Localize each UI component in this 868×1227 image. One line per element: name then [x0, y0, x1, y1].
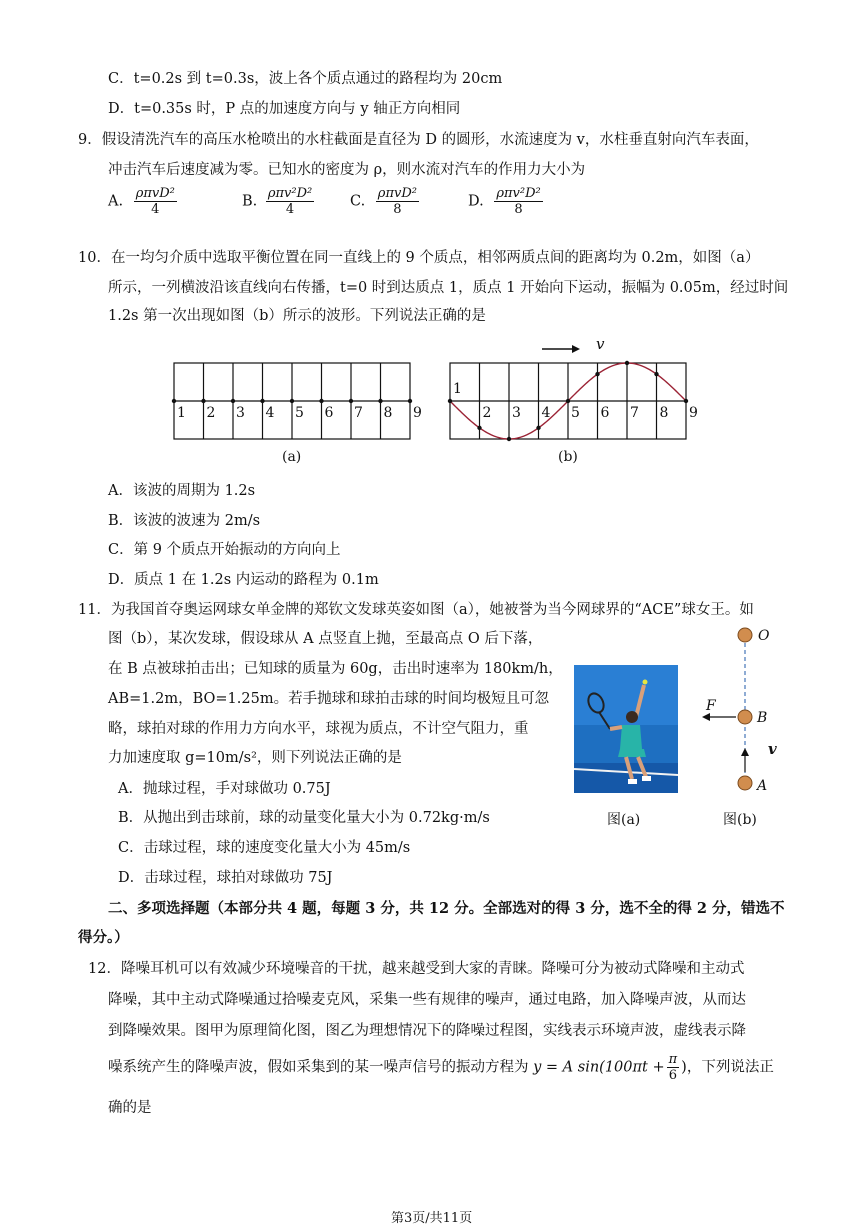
- q10-option-a: A．该波的周期为 1.2s: [108, 483, 256, 499]
- q11-stem-line2: 图（b），某次发球，假设球从 A 点竖直上抛，至最高点 O 后下落，: [108, 631, 543, 647]
- velocity-arrow-head: [572, 345, 580, 353]
- q11-option-b: B．从抛出到击球前，球的动量变化量大小为 0.72kg·m/s: [118, 810, 490, 826]
- force-arrow-head: [702, 713, 710, 721]
- ball-at-b: [738, 710, 752, 724]
- fb-particle-dot: [536, 426, 540, 430]
- diagram-caption: 图(b): [723, 812, 757, 828]
- fb-point-label-1: 1: [453, 381, 462, 397]
- fa-particle-dot: [231, 399, 235, 403]
- q8-option-d: D．t=0.35s 时，P 点的加速度方向与 y 轴正方向相同: [108, 101, 461, 117]
- fa-point-label-8: 8: [383, 405, 393, 421]
- q9-option-b-num: ρπv²D²: [267, 186, 313, 201]
- q10-stem-line3: 1.2s 第一次出现如图（b）所示的波形。下列说法正确的是: [108, 308, 486, 324]
- q12-stem-line2: 降噪，其中主动式降噪通过拾噪麦克风，采集一些有规律的噪声，通过电路，加入降噪声波，从而达: [108, 992, 746, 1008]
- point-o-label: O: [758, 628, 770, 644]
- fb-particle-dot: [477, 426, 481, 430]
- q11-option-d: D．击球过程，球拍对球做功 75J: [118, 870, 333, 886]
- fb-point-label-6: 6: [600, 405, 610, 421]
- q9-option-d-num: ρπv²D²: [496, 186, 541, 201]
- q12-stem-line4: [108, 1052, 774, 1083]
- q10-option-b: B．该波的波速为 2m/s: [108, 513, 261, 529]
- q10-figure-a-caption: (a): [282, 449, 302, 465]
- fb-particle-dot: [654, 372, 658, 376]
- fb-particle-dot: [625, 361, 629, 365]
- q9-option-c-num: ρπvD²: [377, 186, 417, 201]
- fa-point-label-1: 1: [177, 405, 186, 421]
- force-label: F: [706, 698, 716, 714]
- q10-figure-b-caption: (b): [558, 449, 578, 465]
- q9-option-a-den: 4: [151, 202, 160, 217]
- q9-option-c-den: 8: [393, 202, 402, 217]
- fa-point-label-6: 6: [324, 405, 334, 421]
- fb-point-label-3: 3: [512, 405, 521, 421]
- photo-caption: 图(a): [607, 812, 641, 828]
- q9-option-d: [468, 186, 543, 217]
- q11-option-c: C．击球过程，球的速度变化量大小为 45m/s: [118, 840, 411, 856]
- q10-stem-line2: 所示，一列横波沿该直线向右传播，t=0 时到达质点 1，质点 1 开始向下运动，振幅为 0.05m，经过时间: [108, 280, 789, 296]
- fb-particle-dot: [595, 372, 599, 376]
- q9-option-b-den: 4: [285, 202, 295, 217]
- fb-particle-dot: [507, 437, 511, 441]
- q12-line4-text: 噪系统产生的降噪声波，假如采集到的某一噪声信号的振动方程为: [108, 1059, 529, 1076]
- q9-option-d-fraction: [494, 186, 542, 217]
- fa-point-label-4: 4: [265, 405, 275, 421]
- q11-stem-line1: 11．为我国首夺奥运网球女单金牌的郑钦文发球英姿如图（a），她被誉为当今网球界的“ACE”球女王。如: [78, 602, 754, 618]
- q12-equation-fraction: [667, 1052, 680, 1083]
- q11-stem-line3: 在 B 点被球拍击出；已知球的质量为 60g，击出时速率为 180km/h，: [108, 661, 563, 677]
- q9-stem-line2: 冲击汽车后速度减为零。已知水的密度为 ρ，则水流对汽车的作用力大小为: [108, 162, 586, 178]
- point-a-label: A: [757, 778, 768, 794]
- fa-particle-dot: [172, 399, 176, 403]
- fb-particle-dot: [684, 399, 688, 403]
- fb-point-label-8: 8: [659, 405, 669, 421]
- q12-line4-tail: )，下列说法正: [681, 1059, 774, 1076]
- fb-point-label-2: 2: [482, 405, 492, 421]
- fb-particle-dot: [448, 399, 452, 403]
- q9-option-c-fraction: [376, 186, 419, 217]
- q12-frac-num: π: [668, 1052, 678, 1067]
- fa-particle-dot: [290, 399, 294, 403]
- page-footer: 第3页/共11页: [391, 1211, 473, 1226]
- q12-stem-line1: 12．降噪耳机可以有效减少环境噪音的干扰，越来越受到大家的青睐。降噪可分为被动式降噪和主动式: [88, 961, 745, 977]
- ball-at-a: [738, 776, 752, 790]
- ball-trajectory-diagram: [700, 622, 795, 802]
- q9-option-b: [242, 186, 314, 217]
- fa-point-label-7: 7: [354, 405, 363, 421]
- fa-particle-dot: [319, 399, 323, 403]
- fa-point-label-2: 2: [206, 405, 216, 421]
- q10-option-d: D．质点 1 在 1.2s 内运动的路程为 0.1m: [108, 572, 379, 588]
- q9-option-c: [350, 186, 419, 217]
- fa-particle-dot: [378, 399, 382, 403]
- q12-frac-den: 6: [668, 1068, 678, 1083]
- point-b-label: B: [757, 710, 768, 726]
- fa-particle-dot: [260, 399, 264, 403]
- fa-particle-dot: [201, 399, 205, 403]
- section2-heading-line2: 得分。）: [78, 929, 129, 946]
- fb-point-label-5: 5: [571, 405, 580, 421]
- q10-option-c: C．第 9 个质点开始振动的方向向上: [108, 542, 341, 558]
- fb-point-label-9: 9: [689, 405, 698, 421]
- q10-figure-a: [170, 355, 430, 445]
- fa-particle-dot: [349, 399, 353, 403]
- q9-option-a-num: ρπvD²: [135, 186, 175, 201]
- fa-point-label-5: 5: [295, 405, 304, 421]
- tennis-player-photo: [574, 665, 678, 793]
- q9-option-d-den: 8: [514, 202, 523, 217]
- fb-point-label-4: 4: [541, 405, 551, 421]
- velocity-label: v: [596, 335, 605, 353]
- q10-stem-line1: 10．在一均匀介质中选取平衡位置在同一直线上的 9 个质点，相邻两质点间的距离均为 0.2m，如图（a）: [78, 250, 760, 266]
- q11-option-a: A．抛球过程，手对球做功 0.75J: [118, 781, 331, 797]
- q9-option-d-label: D.: [468, 193, 484, 210]
- q9-stem-line1: 9．假设清洗汽车的高压水枪喷出的水柱截面是直径为 D 的圆形，水流速度为 v，水柱垂直射向汽车表面，: [78, 132, 759, 148]
- q10-figure-b: [446, 335, 706, 445]
- q9-option-b-label: B.: [242, 193, 258, 210]
- ball-at-o: [738, 628, 752, 642]
- q12-stem-line5: 确的是: [108, 1100, 152, 1116]
- q12-stem-line3: 到降噪效果。图甲为原理简化图，图乙为理想情况下的降噪过程图，实线表示环境声波，虚线表示降: [108, 1023, 746, 1039]
- q11-stem-line6: 力加速度取 g=10m/s²，则下列说法正确的是: [108, 750, 402, 766]
- speed-label: v: [768, 740, 777, 758]
- fa-point-label-3: 3: [236, 405, 245, 421]
- q8-option-c: C．t=0.2s 到 t=0.3s，波上各个质点通过的路程均为 20cm: [108, 71, 503, 87]
- q9-option-a: [108, 186, 177, 217]
- q11-stem-line5: 略，球拍对球的作用力方向水平，球视为质点，不计空气阻力，重: [108, 721, 529, 737]
- fb-point-label-7: 7: [630, 405, 639, 421]
- q11-stem-line4: AB=1.2m，BO=1.25m。若手抛球和球拍击球的时间均极短且可忽: [108, 691, 550, 707]
- q9-option-a-label: A.: [108, 193, 124, 210]
- fa-particle-dot: [408, 399, 412, 403]
- q9-option-a-fraction: [134, 186, 177, 217]
- section2-heading-line1: 二、多项选择题（本部分共 4 题，每题 3 分，共 12 分。全部选对的得 3 分，选不全的得 2 分，错选不: [108, 900, 785, 917]
- q9-option-c-label: C.: [350, 193, 366, 210]
- q12-equation: y = A sin(100πt +: [533, 1059, 665, 1076]
- q9-option-b-fraction: [266, 186, 314, 217]
- fa-point-label-9: 9: [413, 405, 422, 421]
- fb-particle-dot: [566, 399, 570, 403]
- v-arrow-head: [741, 748, 749, 756]
